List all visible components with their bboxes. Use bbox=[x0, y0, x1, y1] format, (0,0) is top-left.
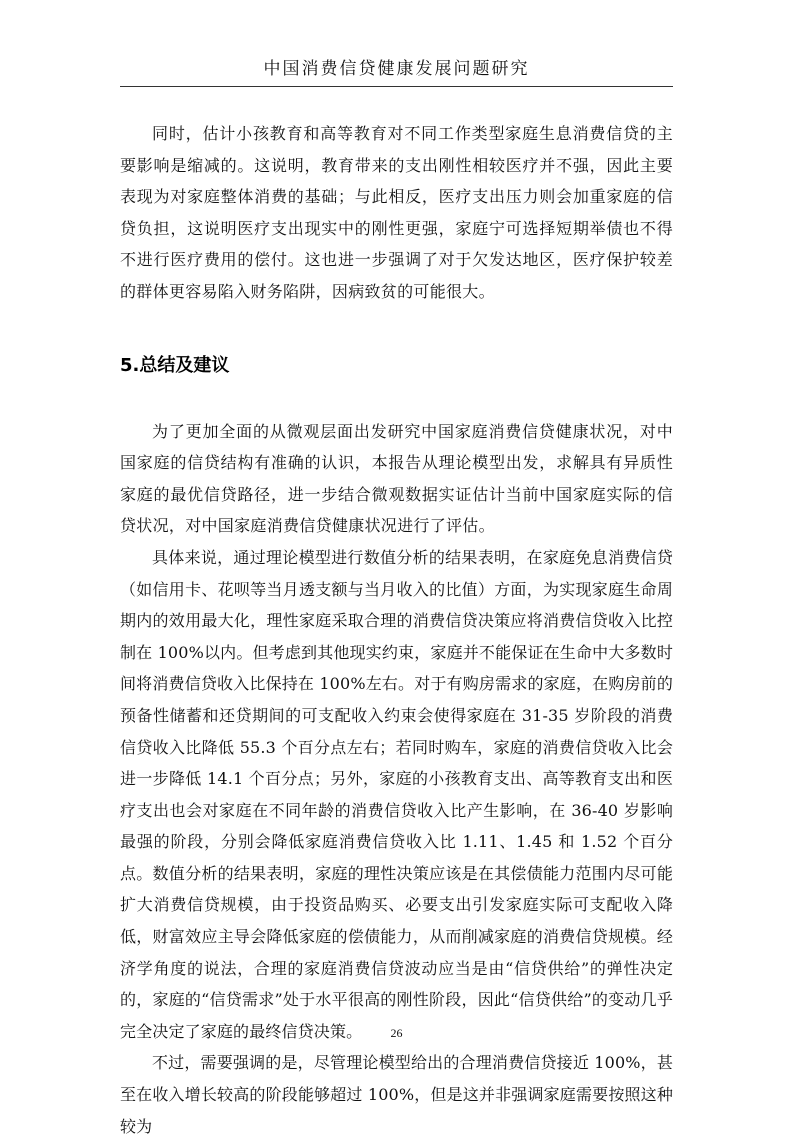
body-paragraph-4: 不过，需要强调的是，尽管理论模型给出的合理消费信贷接近 100%，甚至在收入增长较高的阶段能够超过 100%，但是这并非强调家庭需要按照这种较为 bbox=[120, 1053, 673, 1136]
page-body bbox=[120, 118, 673, 1142]
body-paragraph-3: 具体来说，通过理论模型进行数值分析的结果表明，在家庭免息消费信贷（如信用卡、花呗等当月透支额与当月收入的比值）方面，为实现家庭生命周期内的效用最大化，理性家庭采取合理的消费信贷决策应将消费信贷收入比控制在 100%以内。但考虑到其他现实约束，家庭并不能保证在生命中大多数时间将消费信贷收入比保持在 100%左右。对于有购房需求的家庭，在购房前的预备性储蓄和还贷期间的可支配收入约束会使得家庭在 31-35 岁阶段的消费信贷收入比降低 55.3 个百分点左右；若同时购车，家庭的消费信贷收入比会进一步降低 14.1 个百分点；另外，家庭的小孩教育支出、高等教育支出和医疗支出也会对家庭在不同年龄的消费信贷收入比产生影响，在 36-40 岁影响最强的阶段，分别会降低家庭消费信贷收入比 1.11、1.45 和 1.52 个百分点。数值分析的结果表明，家庭的理性决策应该是在其偿债能力范围内尽可能扩大消费信贷规模，由于投资品购买、必要支出引发家庭实际可支配收入降低，财富效应主导会降低家庭的偿债能力，从而削减家庭的消费信贷规模。经济学角度的说法，合理的家庭消费信贷波动应当是由“信贷供给”的弹性决定的，家庭的“信贷需求”处于水平很高的刚性阶段，因此“信贷供给”的变动几乎完全决定了家庭的最终信贷决策。 bbox=[120, 547, 673, 1041]
body-paragraph-1: 同时，估计小孩教育和高等教育对不同工作类型家庭生息消费信贷的主要影响是缩减的。这说明，教育带来的支出刚性相较医疗并不强，因此主要表现为对家庭整体消费的基础；与此相反，医疗支出压力则会加重家庭的信贷负担，这说明医疗支出现实中的刚性更强，家庭宁可选择短期举债也不得不进行医疗费用的偿付。这也进一步强调了对于欠发达地区，医疗保护较差的群体更容易陷入财务陷阱，因病致贫的可能很大。 bbox=[120, 124, 673, 301]
running-header bbox=[120, 56, 673, 87]
body-paragraph-2: 为了更加全面的从微观层面出发研究中国家庭消费信贷健康状况，对中国家庭的信贷结构有准确的认识，本报告从理论模型出发，求解具有异质性家庭的最优信贷路径，进一步结合微观数据实证估计当前中国家庭实际的信贷状况，对中国家庭消费信贷健康状况进行了评估。 bbox=[120, 421, 673, 536]
document-title: 中国消费信贷健康发展问题研究 bbox=[263, 59, 530, 79]
section-heading: 5.总结及建议 bbox=[120, 354, 230, 376]
page-number: 26 bbox=[390, 1026, 403, 1040]
